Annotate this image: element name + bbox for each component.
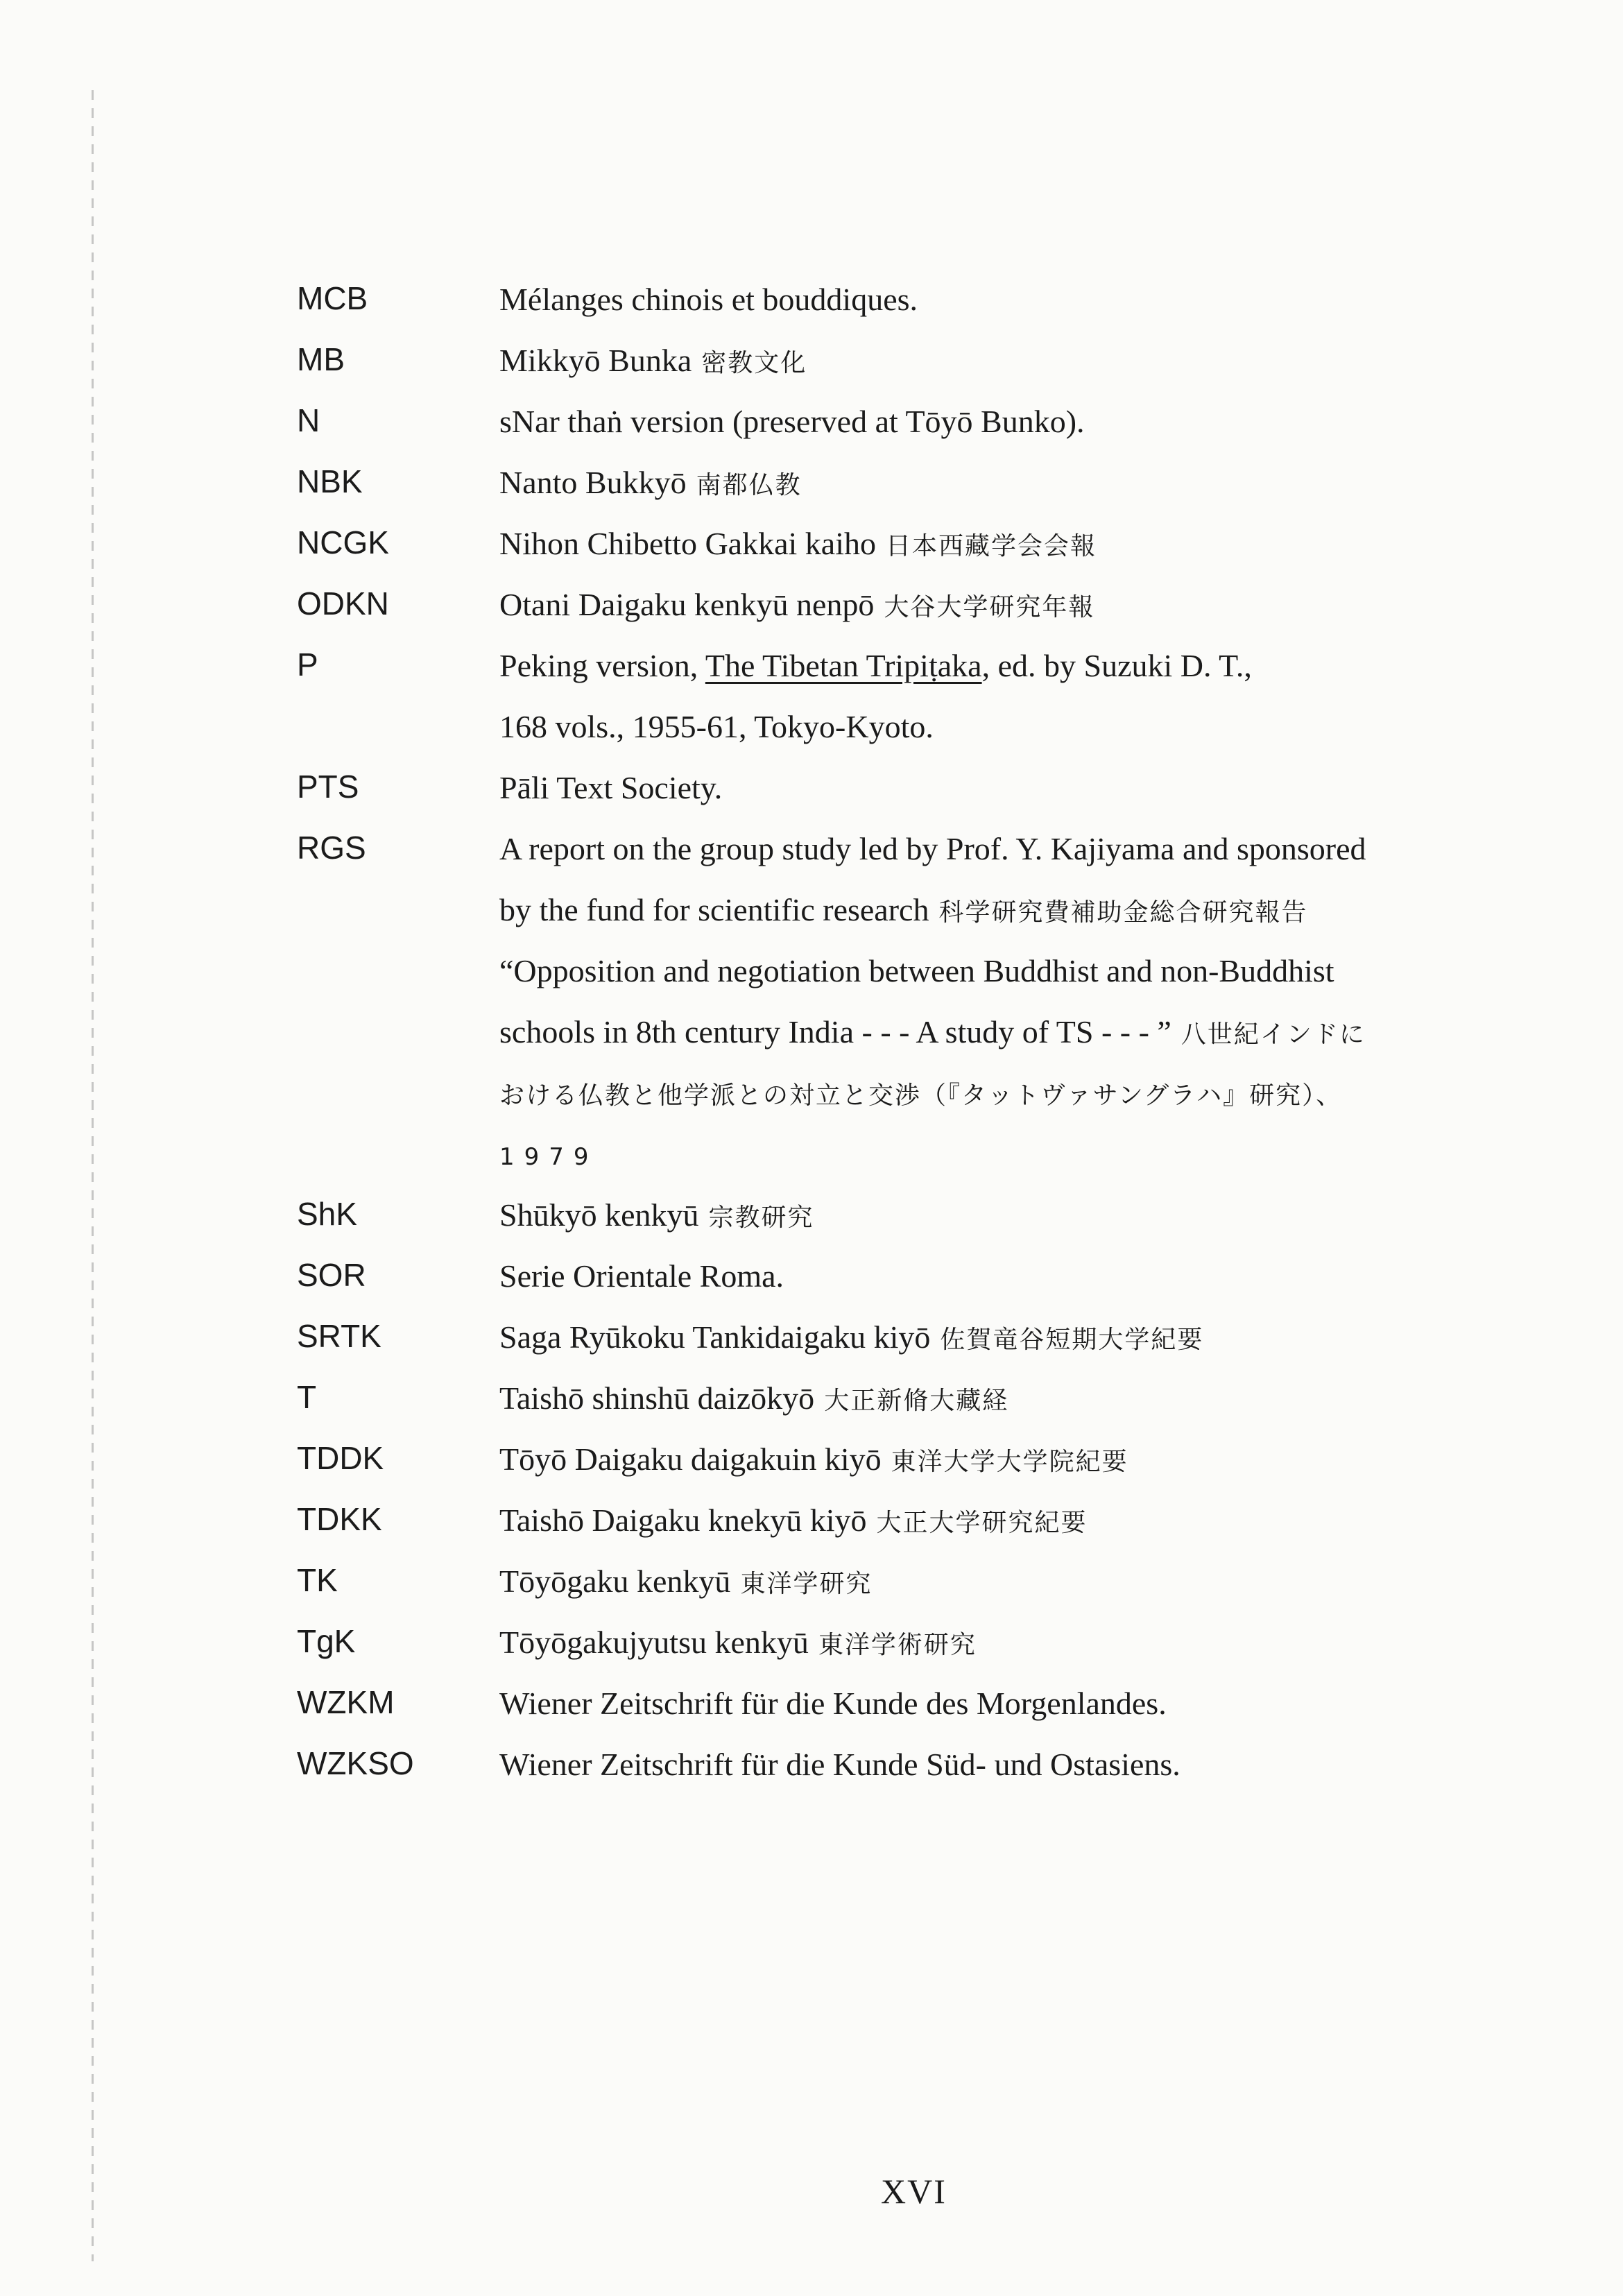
description-text: sNar thaṅ version (preserved at Tōyō Bunko). <box>499 404 1085 439</box>
description <box>499 1673 1505 1734</box>
description-text: Peking version, <box>499 648 705 683</box>
abbreviation: MCB <box>297 280 368 316</box>
description <box>499 819 1505 1185</box>
description <box>499 1368 1505 1429</box>
description-text: by the fund for scientific research <box>499 892 929 927</box>
description <box>499 391 1505 452</box>
abbreviation: TK <box>297 1562 338 1598</box>
description <box>499 1551 1505 1612</box>
work-title: The Tibetan Tripiṭaka <box>705 648 982 683</box>
description <box>499 635 1505 757</box>
description-text: , ed. by Suzuki D. T., <box>981 648 1252 683</box>
abbreviation: ODKN <box>297 585 389 622</box>
abbreviation: PTS <box>297 769 359 805</box>
japanese-title: 科学研究費補助金総合研究報告 <box>938 898 1308 927</box>
japanese-title: 日本西藏学会会報 <box>885 532 1097 560</box>
page-number: XVI <box>881 2172 947 2211</box>
description-text: Wiener Zeitschrift für die Kunde des Morgenlandes. <box>499 1686 1167 1721</box>
japanese-title: 密教文化 <box>701 349 807 377</box>
description-text: schools in 8th century India - - - A study of TS - - - ” <box>499 1014 1171 1050</box>
japanese-title: 宗教研究 <box>708 1203 814 1232</box>
abbreviation: N <box>297 402 320 438</box>
japanese-title: 八世紀インドに <box>1180 1020 1366 1049</box>
description-text: A report on the group study led by Prof. Y. Kajiyama and sponsored <box>499 831 1366 866</box>
abbreviation: P <box>297 646 318 683</box>
description-text: Serie Orientale Roma. <box>499 1258 784 1294</box>
year: 1979 <box>499 1143 599 1171</box>
description <box>499 330 1505 391</box>
description <box>499 452 1505 513</box>
description <box>499 757 1505 819</box>
japanese-title: おける仏教と他学派との対立と交渉（『タットヴァサングラハ』研究）、 <box>499 1081 1343 1110</box>
description <box>499 574 1505 635</box>
description-text: Pāli Text Society. <box>499 770 723 805</box>
abbreviation: NBK <box>297 463 363 499</box>
abbreviation: NCGK <box>297 524 389 560</box>
description <box>499 1734 1505 1795</box>
description <box>499 1307 1505 1368</box>
description-text: “Opposition and negotiation between Buddhist and non-Buddhist <box>499 953 1334 988</box>
abbreviation: MB <box>297 341 345 377</box>
description-text: Taishō Daigaku knekyū kiyō <box>499 1502 867 1538</box>
description-text: Nihon Chibetto Gakkai kaiho <box>499 526 876 561</box>
description-text: Nanto Bukkyō <box>499 465 687 500</box>
abbreviation: RGS <box>297 830 366 866</box>
abbreviation: WZKSO <box>297 1745 414 1781</box>
japanese-title: 大正大学研究紀要 <box>876 1509 1088 1537</box>
abbreviation: SRTK <box>297 1318 381 1354</box>
description-text: Tōyō Daigaku daigakuin kiyō <box>499 1441 882 1477</box>
description-text: Wiener Zeitschrift für die Kunde Süd- und Ostasiens. <box>499 1747 1180 1782</box>
description <box>499 1490 1505 1551</box>
description-text: Tōyōgakujyutsu kenkyū <box>499 1625 809 1660</box>
description-text: Mélanges chinois et bouddiques. <box>499 282 918 317</box>
abbreviation: ShK <box>297 1196 357 1232</box>
japanese-title: 東洋学術研究 <box>818 1631 977 1659</box>
japanese-title: 東洋大学大学院紀要 <box>891 1448 1128 1476</box>
description-text: Mikkyō Bunka <box>499 343 692 378</box>
abbreviation: SOR <box>297 1257 366 1293</box>
japanese-title: 大正新脩大藏経 <box>824 1387 1009 1415</box>
japanese-title: 南都仏教 <box>696 471 802 499</box>
japanese-title: 東洋学研究 <box>740 1570 873 1598</box>
abbreviation: WZKM <box>297 1684 395 1720</box>
description-text: Otani Daigaku kenkyū nenpō <box>499 587 875 622</box>
abbreviation: TDDK <box>297 1440 384 1476</box>
description-text: Shūkyō kenkyū <box>499 1197 699 1233</box>
description <box>499 1185 1505 1246</box>
abbreviation: TDKK <box>297 1501 382 1537</box>
description-text: Tōyōgaku kenkyū <box>499 1563 731 1599</box>
description-text: Saga Ryūkoku Tankidaigaku kiyō <box>499 1319 931 1355</box>
abbreviation: T <box>297 1379 317 1415</box>
abbreviation: TgK <box>297 1623 356 1659</box>
description <box>499 1246 1505 1307</box>
description <box>499 513 1505 574</box>
description <box>499 1429 1505 1490</box>
japanese-title: 佐賀竜谷短期大学紀要 <box>940 1326 1204 1354</box>
description <box>499 269 1505 330</box>
description-text: 168 vols., 1955-61, Tokyo-Kyoto. <box>499 709 934 744</box>
japanese-title: 大谷大学研究年報 <box>884 593 1095 622</box>
description-text: Taishō shinshū daizōkyō <box>499 1380 815 1416</box>
description <box>499 1612 1505 1673</box>
